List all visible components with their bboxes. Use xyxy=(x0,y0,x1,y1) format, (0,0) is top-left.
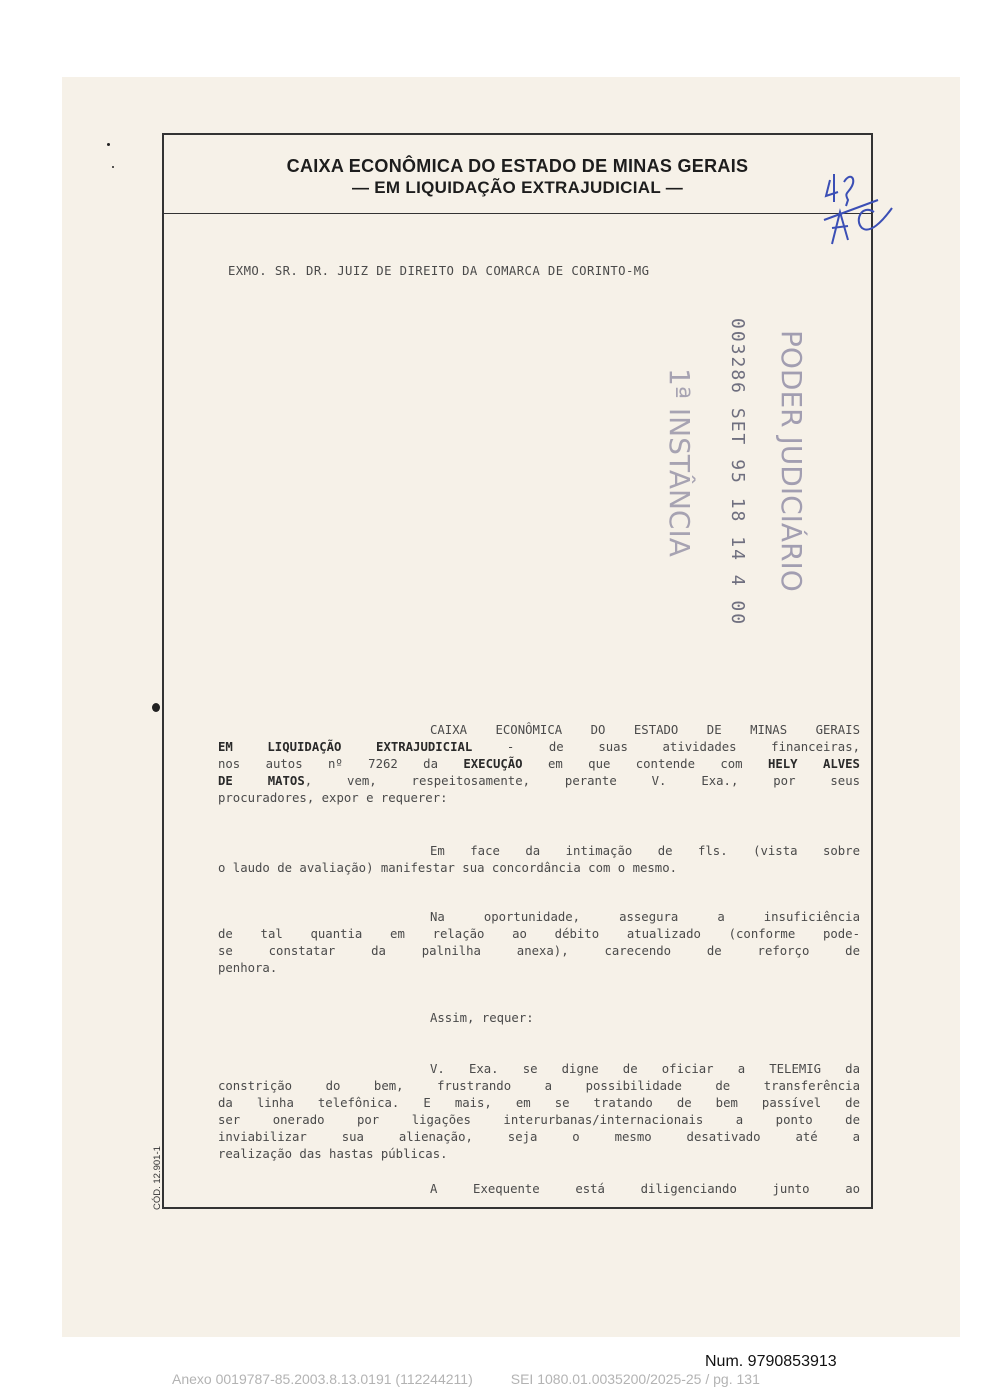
text-line: se constatar da palnilha anexa), carecendo de reforço de xyxy=(218,944,860,958)
text-span: CAIXA ECONÔMICA DO ESTADO DE MINAS GERAIS xyxy=(430,723,860,737)
text-line: de tal quantia em relação ao débito atualizado (conforme pode- xyxy=(218,927,860,941)
text-span: nos autos nº 7262 da xyxy=(218,757,464,771)
text-line xyxy=(218,790,860,807)
bold-span: DE MATOS xyxy=(218,774,305,788)
text-line: Na oportunidade, assegura a insuficiência xyxy=(430,910,860,924)
bold-span: EM LIQUIDAÇÃO EXTRAJUDICIAL xyxy=(218,740,473,754)
scan-speck xyxy=(107,143,110,146)
court-stamp: PODER JUDICIÁRIO xyxy=(775,330,808,592)
text-line: ser onerado por ligações interurbanas/internacionais a ponto de xyxy=(218,1113,860,1127)
form-code: CÓD. 12.901-1 xyxy=(152,1146,163,1210)
text-line: V. Exa. se digne de oficiar a TELEMIG da xyxy=(430,1062,860,1076)
text-line xyxy=(218,756,860,773)
letterhead-title: CAIXA ECONÔMICA DO ESTADO DE MINAS GERAIS xyxy=(286,156,749,176)
text-line: A Exequente está diligenciando junto ao xyxy=(430,1182,860,1196)
scan-speck xyxy=(112,166,114,168)
bold-span: HELY ALVES xyxy=(767,757,860,771)
text-line: realização das hastas públicas. xyxy=(218,1147,448,1161)
text-line: Assim, requer: xyxy=(430,1011,534,1025)
paragraph-intro xyxy=(218,722,860,807)
sei-reference: SEI 1080.01.0035200/2025-25 / pg. 131 xyxy=(510,1371,760,1387)
text-line xyxy=(218,773,860,790)
text-line: da linha telefônica. E mais, em se tratando de bem passível de xyxy=(218,1096,860,1110)
header-divider xyxy=(162,213,873,214)
text-line: constrição do bem, frustrando a possibilidade de transferência xyxy=(218,1079,860,1093)
paragraph-request-heading xyxy=(218,1010,860,1027)
text-line: penhora. xyxy=(218,961,278,975)
text-line: Em face da intimação de fls. (vista sobre xyxy=(430,844,860,858)
paragraph-concordance xyxy=(218,843,860,877)
text-line: inviabilizar sua alienação, seja o mesmo desativado até a xyxy=(218,1130,860,1144)
document-number: Num. 9790853913 xyxy=(705,1353,837,1370)
text-span: procuradores, expor e requerer: xyxy=(218,791,448,805)
scan-speck xyxy=(152,703,160,712)
letterhead-frame xyxy=(162,133,873,1209)
instance-stamp: 1ª INSTÂNCIA xyxy=(663,368,696,557)
paragraph-diligence xyxy=(218,1181,860,1198)
paragraph-insufficiency xyxy=(218,909,860,977)
page-footer xyxy=(172,1371,798,1387)
paragraph-telemig xyxy=(218,1061,860,1163)
text-span: em que contende com xyxy=(522,757,768,771)
bold-span: EXECUÇÃO xyxy=(463,757,523,771)
text-line xyxy=(218,722,860,739)
text-span: - de suas atividades financeiras, xyxy=(472,740,860,754)
text-span: , vem, respeitosamente, perante V. Exa., por seus xyxy=(304,774,860,788)
handwritten-annotation xyxy=(818,162,898,252)
court-address: EXMO. SR. DR. JUIZ DE DIREITO DA COMARCA DE CORINTO-MG xyxy=(228,264,650,278)
letterhead-subtitle: — EM LIQUIDAÇÃO EXTRAJUDICIAL — xyxy=(351,178,684,197)
protocol-stamp: 003286 SET 95 18 14 4 00 xyxy=(727,318,748,627)
text-line: o laudo de avaliação) manifestar sua concordância com o mesmo. xyxy=(218,861,678,875)
text-line xyxy=(218,739,860,756)
annex-reference: Anexo 0019787-85.2003.8.13.0191 (112244211) xyxy=(172,1371,473,1387)
